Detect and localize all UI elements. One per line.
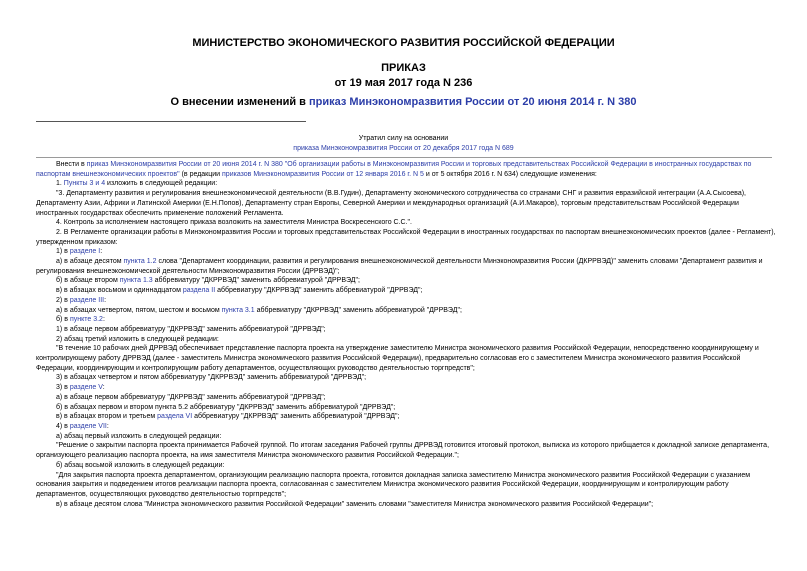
intro-paragraph — [36, 160, 776, 179]
sub-2b-pre: б) в — [56, 316, 70, 324]
sub-3c-pre: в) в абзацах втором и третьем — [56, 413, 158, 421]
doc-type-heading: ПРИКАЗ — [381, 62, 426, 74]
sub-1 — [36, 247, 776, 257]
sub-2b3: 3) в абзацах четвертом и пятом аббревиатуру "ДКРРВЭД" заменить аббревиатурой "ДРРВЭД"; — [56, 374, 367, 382]
title-order-link[interactable]: приказ Минэкономразвития России от 20 июня 2014 г. N 380 — [309, 96, 637, 108]
header-divider — [36, 121, 306, 122]
point-1-3-link[interactable]: пункта 1.3 — [119, 277, 153, 285]
section-1-link[interactable]: разделе I — [69, 248, 101, 256]
sub-3-pre: 3) в — [56, 384, 70, 392]
section-7-link[interactable]: разделе VII — [69, 422, 107, 430]
sub-2 — [36, 296, 776, 306]
sub-2b — [36, 315, 776, 325]
sub-1-pre: 1) в — [56, 248, 70, 256]
item-1-text: изложить в следующей редакции: — [105, 180, 218, 188]
sub-2b2: 2) абзац третий изложить в следующей редакции: — [56, 335, 219, 343]
sub-4c: в) в абзаце десятом слова "Министра экономического развития Российской Федерации" заменить словами "заместителя Министра экономического развития Российской Федерации"; — [56, 500, 654, 508]
sub-2b2-quote: "В течение 10 рабочих дней ДРРВЭД обеспечивает представление паспорта проекта на утверждение заместителю Министра экономического развития Российской Федерации, непосредственно координирующему и контролирующему работу ДРРВЭД (далее - заместитель Министра экономического развития Российской Федерации), предварительно согласовав его с заместителем Министра экономического развития Российской Федерации, координирующим и контролирующим работу департаментов, осуществляющих руководство деятельностью торгпредств"; — [36, 345, 759, 372]
document-title — [0, 96, 807, 108]
sub-2a — [36, 306, 776, 316]
section-3-link[interactable]: разделе III — [69, 296, 105, 304]
date-number-text: от 19 мая 2017 года N 236 — [334, 77, 473, 89]
sub-2b1: 1) в абзаце первом аббревиатуру "ДКРРВЭД" заменить аббревиатурой "ДРРВЭД"; — [56, 325, 326, 333]
order-5-link[interactable]: приказов Минэкономразвития России от 12 января 2016 г. N 5 — [222, 170, 424, 178]
status-note: Утратил силу на основании — [358, 135, 449, 142]
sub-1a — [36, 257, 776, 276]
section-6-link[interactable]: раздела VI — [157, 413, 193, 421]
item-1 — [36, 179, 776, 189]
sub-2b-post: : — [102, 316, 105, 324]
status-note-line2 — [0, 145, 807, 152]
sub-1a-post: слова "Департамент координации, развития и регулирования внешнеэкономической деятельности Минэкономразвития России (ДКРРВЭД)" заменить словами "Департамент развития и регулирования внешнеэкономической деятельности Минэкономразвития России (ДРРВЭД)"; — [36, 258, 763, 275]
intro-text-3: и от 5 октября 2016 г. N 634) следующие изменения: — [423, 170, 597, 178]
sub-4a-quote: "Решение о закрытии паспорта проекта принимается Рабочей группой. По итогам заседания Рабочей группы ДРРВЭД готовится итоговый протокол, выписка из которого прибщается к докладной записке департамента, организующего реализацию паспорта проекта, на имя заместителя Министра экономического развития Российской Федерации."; — [36, 442, 770, 460]
ministry-heading: МИНИСТЕРСТВО ЭКОНОМИЧЕСКОГО РАЗВИТИЯ РОССИЙСКОЙ ФЕДЕРАЦИИ — [192, 37, 615, 49]
date-number-heading — [0, 77, 807, 89]
item-3-quote: "3. Департаменту развития и регулирования внешнеэкономической деятельности (В.В.Гудин), Департаменту экономического сотрудничества со странами СНГ и развития евразийской интеграции (А.А.Сысоева), Департаменту Азии, Африки и Латинской Америки (Е.Н.Попов), Департаменту стран Европы, Северной Америки и международных организаций (А.И.Макаров), торговым представительствам Российской Федерации иностранных государствах обеспечить применение положений Регламента. — [36, 190, 746, 217]
sub-1c-post: аббревиатуру "ДКРРВЭД" заменить аббревиатурой "ДРРВЭД"; — [215, 287, 423, 295]
intro-text-2: (в редакции — [179, 170, 223, 178]
sub-3c — [36, 412, 776, 422]
sub-1-post: : — [100, 248, 103, 256]
sub-4 — [36, 422, 776, 432]
sub-3a: а) в абзаце первом аббревиатуру "ДКРРВЭД" заменить аббревиатурой "ДРРВЭД"; — [56, 393, 326, 401]
sub-2-pre: 2) в — [56, 296, 70, 304]
sub-4a: а) абзац первый изложить в следующей редакции: — [56, 432, 222, 440]
sub-3 — [36, 383, 776, 393]
sub-4b-quote: "Для закрытия паспорта проекта департаментом, организующим реализацию паспорта проекта, готовится докладная записка заместителю Министра экономического развития Российской Федерации с указанием основания закрытия и подведением итогов реализации паспорта проекта, согласованная с заместителем Министра экономического развития Российской Федерации, координирующим и контролирующим работу департаментов, осуществляющих руководство деятельностью торгпредств"; — [36, 471, 751, 498]
title-prefix: О внесении изменений в — [170, 96, 309, 108]
order-380-link[interactable]: приказ Минэкономразвития России от 20 июня 2014 г. N 380 "Об организации работы в Минэкономразвития России и торговых представительствах Российской Федерации в иностранных государствах по паспортам внешнеэкономических проектов" — [36, 161, 752, 178]
sub-4-pre: 4) в — [56, 422, 70, 430]
sub-1c — [36, 286, 776, 296]
sub-3c-post: аббревиатуру "ДКРРВЭД" заменить аббревиатурой "ДРРВЭД"; — [192, 413, 400, 421]
sub-1a-pre: а) в абзаце десятом — [56, 258, 124, 266]
sub-2a-pre: а) в абзацах четвертом, пятом, шестом и восьмом — [56, 306, 222, 314]
document-body — [36, 160, 776, 509]
section-5-link[interactable]: разделе V — [69, 384, 103, 392]
sub-1b-post: аббревиатуру "ДКРРВЭД" заменить аббревиатурой "ДРРВЭД"; — [152, 277, 360, 285]
item-4: 4. Контроль за исполнением настоящего приказа возложить на заместителя Министра Воскресенского С.С.". — [56, 219, 412, 227]
point-3-1-link[interactable]: пункта 3.1 — [221, 306, 255, 314]
item-2: 2. В Регламенте организации работы в Минэкономразвития России и торговых представительствах Российской Федерации в иностранных государствах по паспортам внешнеэкономических проектов (далее - Регламент), утвержденном приказом: — [36, 228, 776, 246]
sub-4b: б) абзац восьмой изложить в следующей редакции: — [56, 461, 225, 469]
sub-1b — [36, 276, 776, 286]
sub-2-post: : — [104, 296, 107, 304]
item-1-num: 1. — [56, 180, 64, 188]
item-1-link[interactable]: Пункты 3 и 4 — [63, 180, 106, 188]
body-divider — [36, 157, 772, 158]
point-3-2-link[interactable]: пункте 3.2 — [69, 316, 103, 324]
sub-3-post: : — [102, 384, 105, 392]
sub-3b: б) в абзацах первом и втором пункта 5.2 аббревиатуру "ДКРРВЭД" заменить аббревиатурой "ДРРВЭД"; — [56, 403, 396, 411]
sub-4-post: : — [106, 422, 109, 430]
sub-2a-post: аббревиатуру "ДКРРВЭД" заменить аббревиатурой "ДРРВЭД"; — [254, 306, 462, 314]
intro-text-1: Внести в — [56, 161, 87, 168]
sub-1b-pre: б) в абзаце втором — [56, 277, 120, 285]
point-1-2-link[interactable]: пункта 1.2 — [123, 258, 157, 266]
sub-1c-pre: в) в абзацах восьмом и одиннадцатом — [56, 287, 183, 295]
section-2-link[interactable]: раздела II — [182, 287, 216, 295]
repeal-order-link[interactable]: приказа Минэкономразвития России от 20 декабря 2017 года N 689 — [293, 145, 514, 152]
